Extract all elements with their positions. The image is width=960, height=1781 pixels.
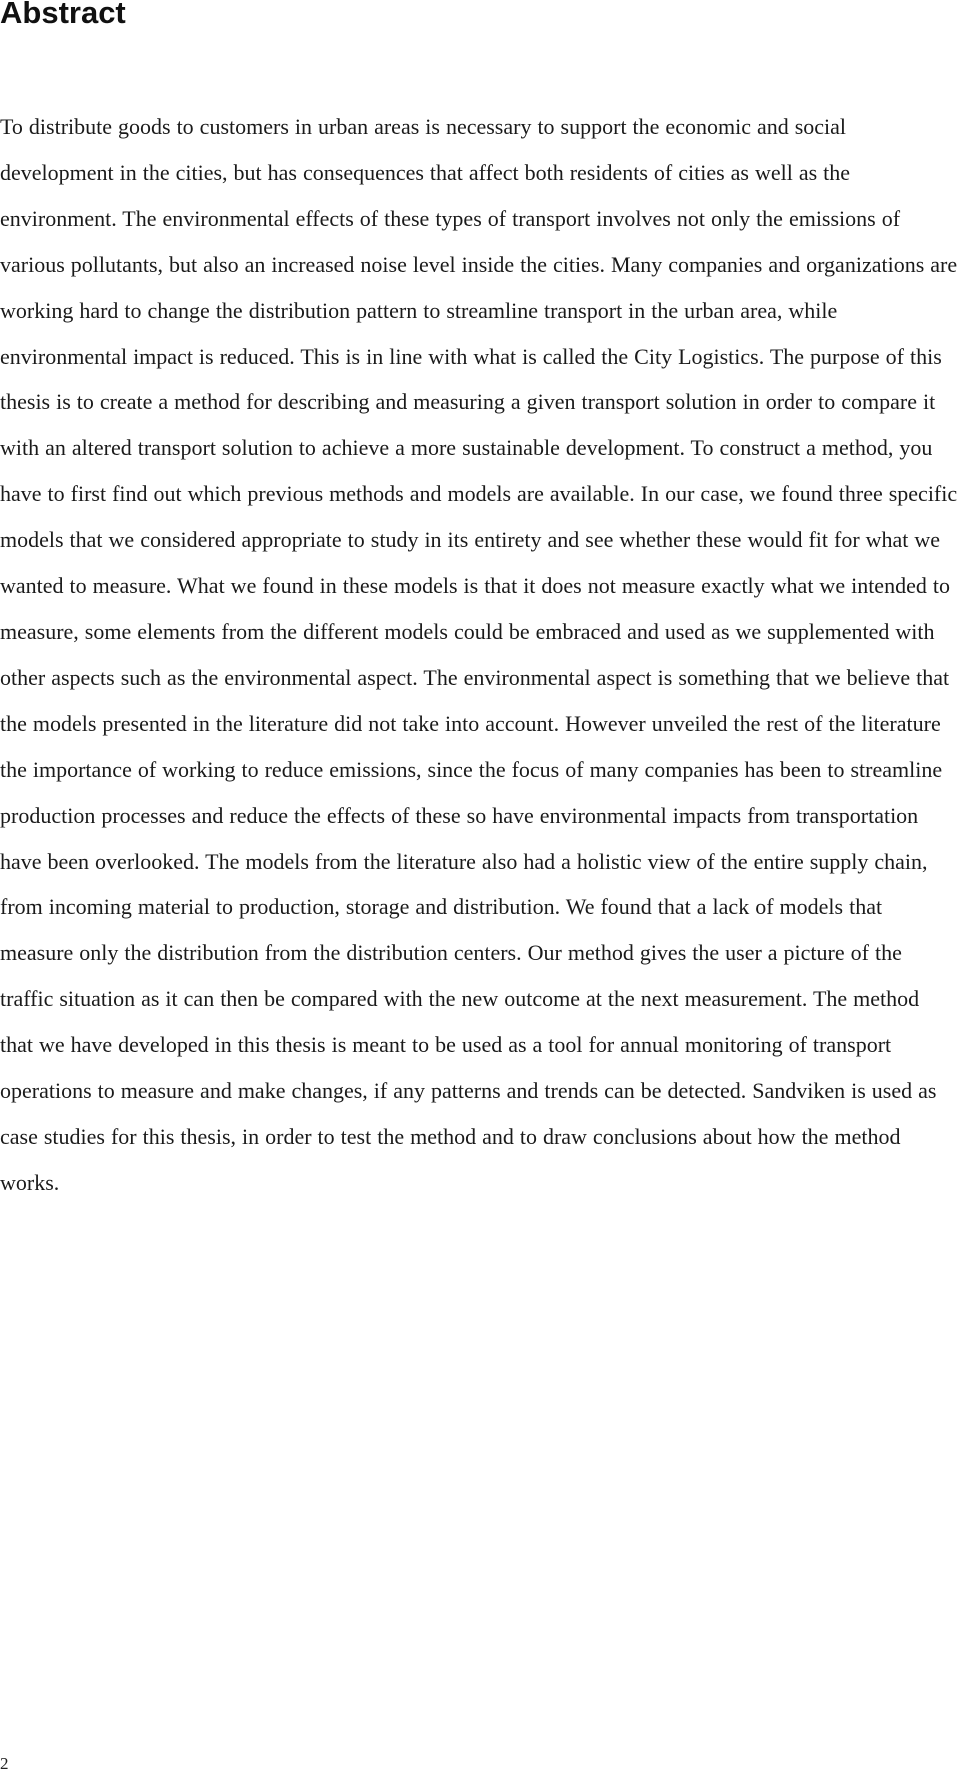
page-number: 2 [0,1754,9,1773]
section-heading: Abstract [0,0,126,30]
abstract-paragraph: To distribute goods to customers in urban areas is necessary to support the economic and social development in the cities, but has consequences that affect both residents of cities as well as the environment. The environmental effects of these types of transport involves not only the emissions of various pollutants, but also an increased noise level inside the cities. Many companies and organizations are working hard to change the distribution pattern to streamline transport in the urban area, while environmental impact is reduced. This is in line with what is called the City Logistics. The purpose of this thesis is to create a method for describing and measuring a given transport solution in order to compare it with an altered transport solution to achieve a more sustainable development. To construct a method, you have to first find out which previous methods and models are available. In our case, we found three specific models that we considered appropriate to study in its entirety and see whether these would fit for what we wanted to measure. What we found in these models is that it does not measure exactly what we intended to measure, some elements from the different models could be embraced and used as we supplemented with other aspects such as the environmental aspect. The environmental aspect is something that we believe that the models presented in the literature did not take into account. However unveiled the rest of the literature the importance of working to reduce emissions, since the focus of many companies has been to streamline production processes and reduce the effects of these so have environmental impacts from transportation have been overlooked. The models from the literature also had a holistic view of the entire supply chain, from incoming material to production, storage and distribution. We found that a lack of models that measure only the distribution from the distribution centers. Our method gives the user a picture of the traffic situation as it can then be compared with the new outcome at the next measurement. The method that we have developed in this thesis is meant to be used as a tool for annual monitoring of transport operations to measure and make changes, if any patterns and trends can be detected. Sandviken is used as case studies for this thesis, in order to test the method and to draw conclusions about how the method works. [0,114,958,1195]
